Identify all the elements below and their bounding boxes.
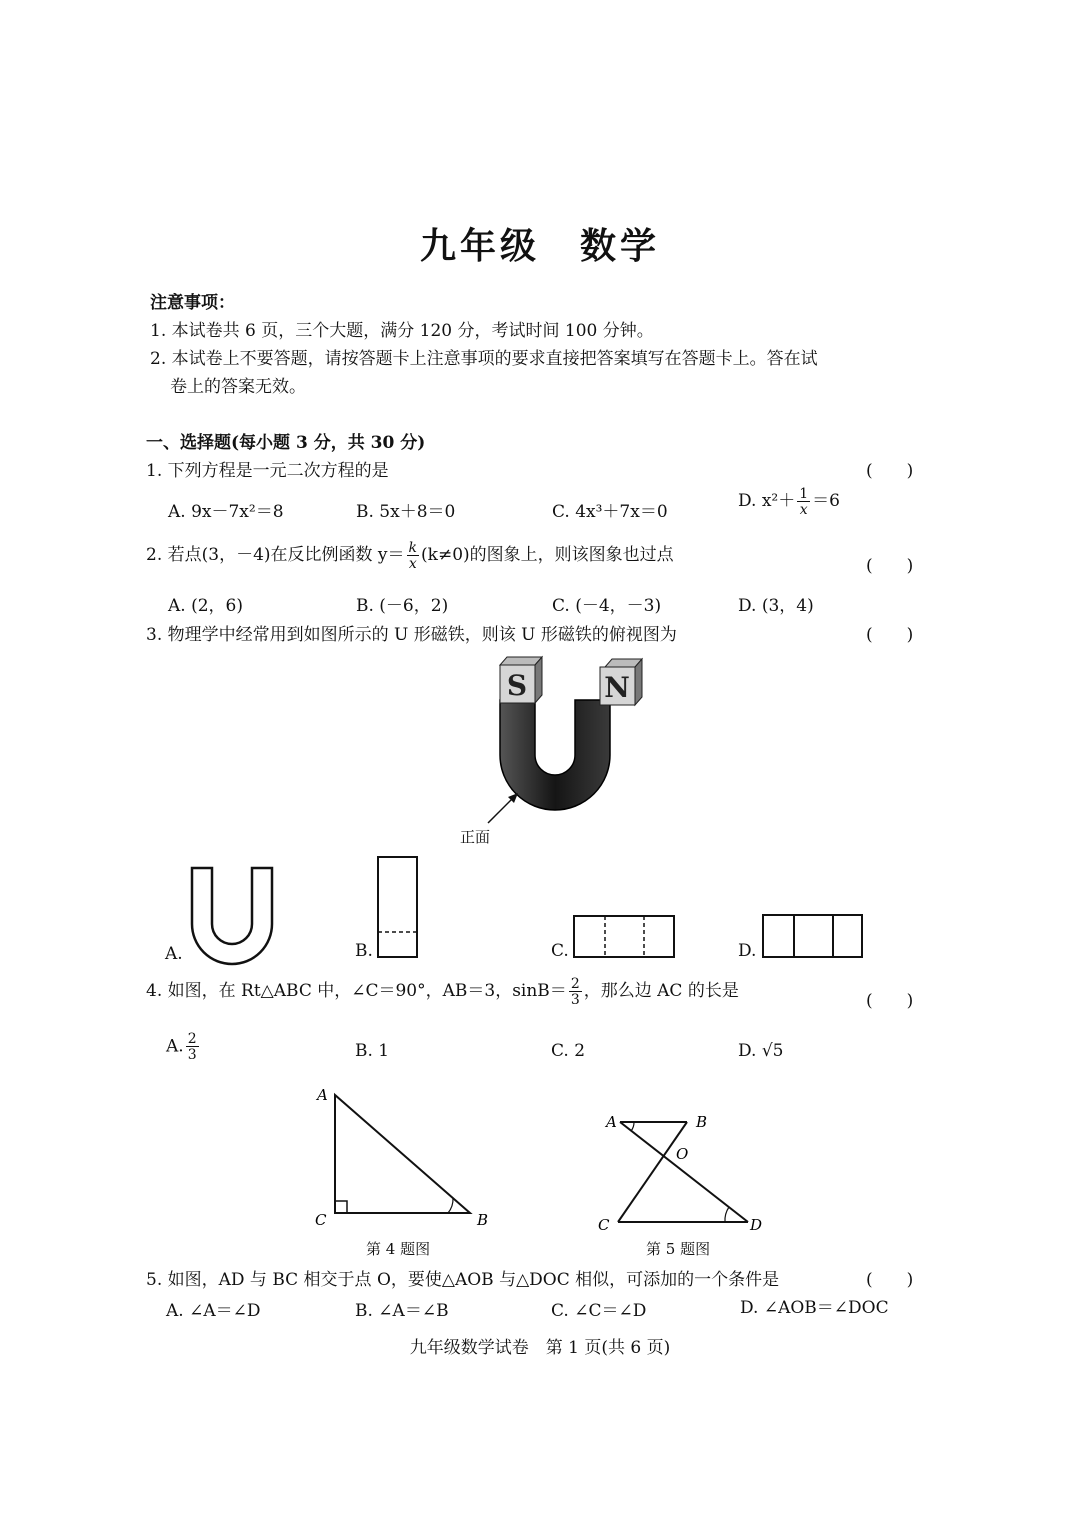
figure-4-triangle [305,1080,505,1230]
q4-option-a-prefix: A. [166,1036,184,1057]
figure-5-caption: 第 5 题图 [646,1240,711,1258]
q2-stem-suffix: (k≠0)的图象上，则该图象也过点 [421,545,674,565]
point-a-label: A [606,1113,617,1131]
q3-stem: 3. 物理学中经常用到如图所示的 U 形磁铁，则该 U 形磁铁的俯视图为 [146,625,677,645]
q3-option-a-label: A. [165,944,183,964]
q4-denominator: 3 [570,991,580,1008]
q1-option-a: A. 9x－7x²＝8 [168,502,284,522]
q2-option-d: D. (3，4) [738,596,814,616]
q3-option-d-label: D. [738,941,757,961]
q4-numerator: 2 [570,975,580,992]
q4-answer-paren: ( ) [866,991,914,1011]
section-heading: 一、选择题(每小题 3 分，共 30 分) [146,433,426,453]
angle-b-arc [448,1198,453,1213]
magnet-n-label: N [604,671,630,704]
q3-option-c-figure [572,914,678,962]
u-magnet-illustration [450,645,660,850]
q4-stem [146,976,739,1007]
q2-option-c: C. (－4，－3) [552,596,662,616]
q5-option-c: C. ∠C＝∠D [551,1301,647,1321]
q5-stem: 5. 如图，AD 与 BC 相交于点 O，要使△AOB 与△DOC 相似，可添加的一个条件是 [146,1270,780,1290]
page-title [0,218,1080,269]
point-d-label: D [750,1216,763,1234]
point-c-label: C [598,1216,610,1234]
q1-option-b: B. 5x＋8＝0 [356,502,456,522]
magnet-body [500,700,610,810]
front-arrow-line [488,797,514,823]
title-subject: 数学 [580,225,661,267]
magnet-n-side [635,659,642,705]
q3-option-a-figure [188,866,278,966]
q4-stem-suffix: ，那么边 AC 的长是 [583,981,739,1001]
notice-item-2-line-2: 卷上的答案无效。 [170,377,306,397]
q2-fraction [407,541,419,571]
tall-rectangle [378,857,417,957]
q4-option-b: B. 1 [355,1041,390,1061]
magnet-s-label: S [506,669,528,702]
magnet-s-side [535,657,542,703]
q2-answer-paren: ( ) [866,556,914,576]
q1-option-d [738,486,840,517]
q1-option-d-prefix: D. x²＋ [738,491,796,511]
figure-4-caption: 第 4 题图 [366,1240,431,1258]
title-grade: 九年级 [419,225,540,267]
q3-option-b-label: B. [355,941,373,961]
q5-option-b: B. ∠A＝∠B [355,1301,449,1321]
q4-option-a-fraction [186,1032,199,1062]
angle-d-arc [725,1207,729,1222]
q2-denominator: x [408,555,417,572]
q4-option-c: C. 2 [551,1041,586,1061]
q2-option-b: B. (－6，2) [356,596,449,616]
q1-option-c: C. 4x³＋7x＝0 [552,502,668,522]
q2-stem-prefix: 2. 若点(3，－4)在反比例函数 y＝ [146,545,405,565]
wide-rectangle [763,915,862,957]
q1-answer-paren: ( ) [866,461,914,481]
q1-stem: 1. 下列方程是一元二次方程的是 [146,461,389,481]
q4-option-a [166,1032,201,1062]
q5-answer-paren: ( ) [866,1270,914,1290]
q3-option-d-figure [761,913,865,961]
point-b-label: B [696,1113,708,1131]
q4-a-denominator: 3 [187,1047,197,1063]
angle-a-arc [631,1122,634,1131]
notice-item-2-line-1: 2. 本试卷上不要答题，请按答题卡上注意事项的要求直接把答案填写在答题卡上。答在试 [150,349,818,369]
q1-option-d-fraction [797,487,810,517]
point-c-label: C [315,1211,327,1229]
u-shape-outline [192,868,272,964]
wide-rectangle [574,916,674,957]
triangle-abc [335,1095,470,1213]
q1-d-numerator: 1 [799,485,809,502]
point-b-label: B [477,1211,489,1229]
q4-fraction [569,977,582,1007]
notice-item-1: 1. 本试卷共 6 页，三个大题，满分 120 分，考试时间 100 分钟。 [150,321,654,341]
q3-option-b-figure [376,855,420,961]
notice-heading: 注意事项： [150,293,235,313]
q4-option-d: D. √5 [738,1041,784,1061]
q3-answer-paren: ( ) [866,625,914,645]
segment-bc [618,1122,687,1222]
q4-stem-prefix: 4. 如图，在 Rt△ABC 中，∠C＝90°，AB＝3，sinB＝ [146,981,567,1001]
q1-option-d-suffix: ＝6 [812,491,840,511]
point-o-label: O [676,1145,689,1163]
q3-option-c-label: C. [551,941,569,961]
q2-stem [146,540,674,571]
front-label: 正面 [460,828,491,846]
figure-5-similar-triangles [590,1105,780,1235]
q2-numerator: k [408,539,418,556]
q2-option-a: A. (2，6) [168,596,243,616]
point-a-label: A [317,1086,328,1104]
page-footer: 九年级数学试卷 第 1 页(共 6 页) [409,1338,671,1358]
right-angle-mark [335,1201,347,1213]
q5-option-a: A. ∠A＝∠D [166,1301,261,1321]
q1-d-denominator: x [799,501,808,518]
q5-option-d: D. ∠AOB＝∠DOC [740,1298,889,1318]
q4-a-numerator: 2 [187,1031,197,1047]
